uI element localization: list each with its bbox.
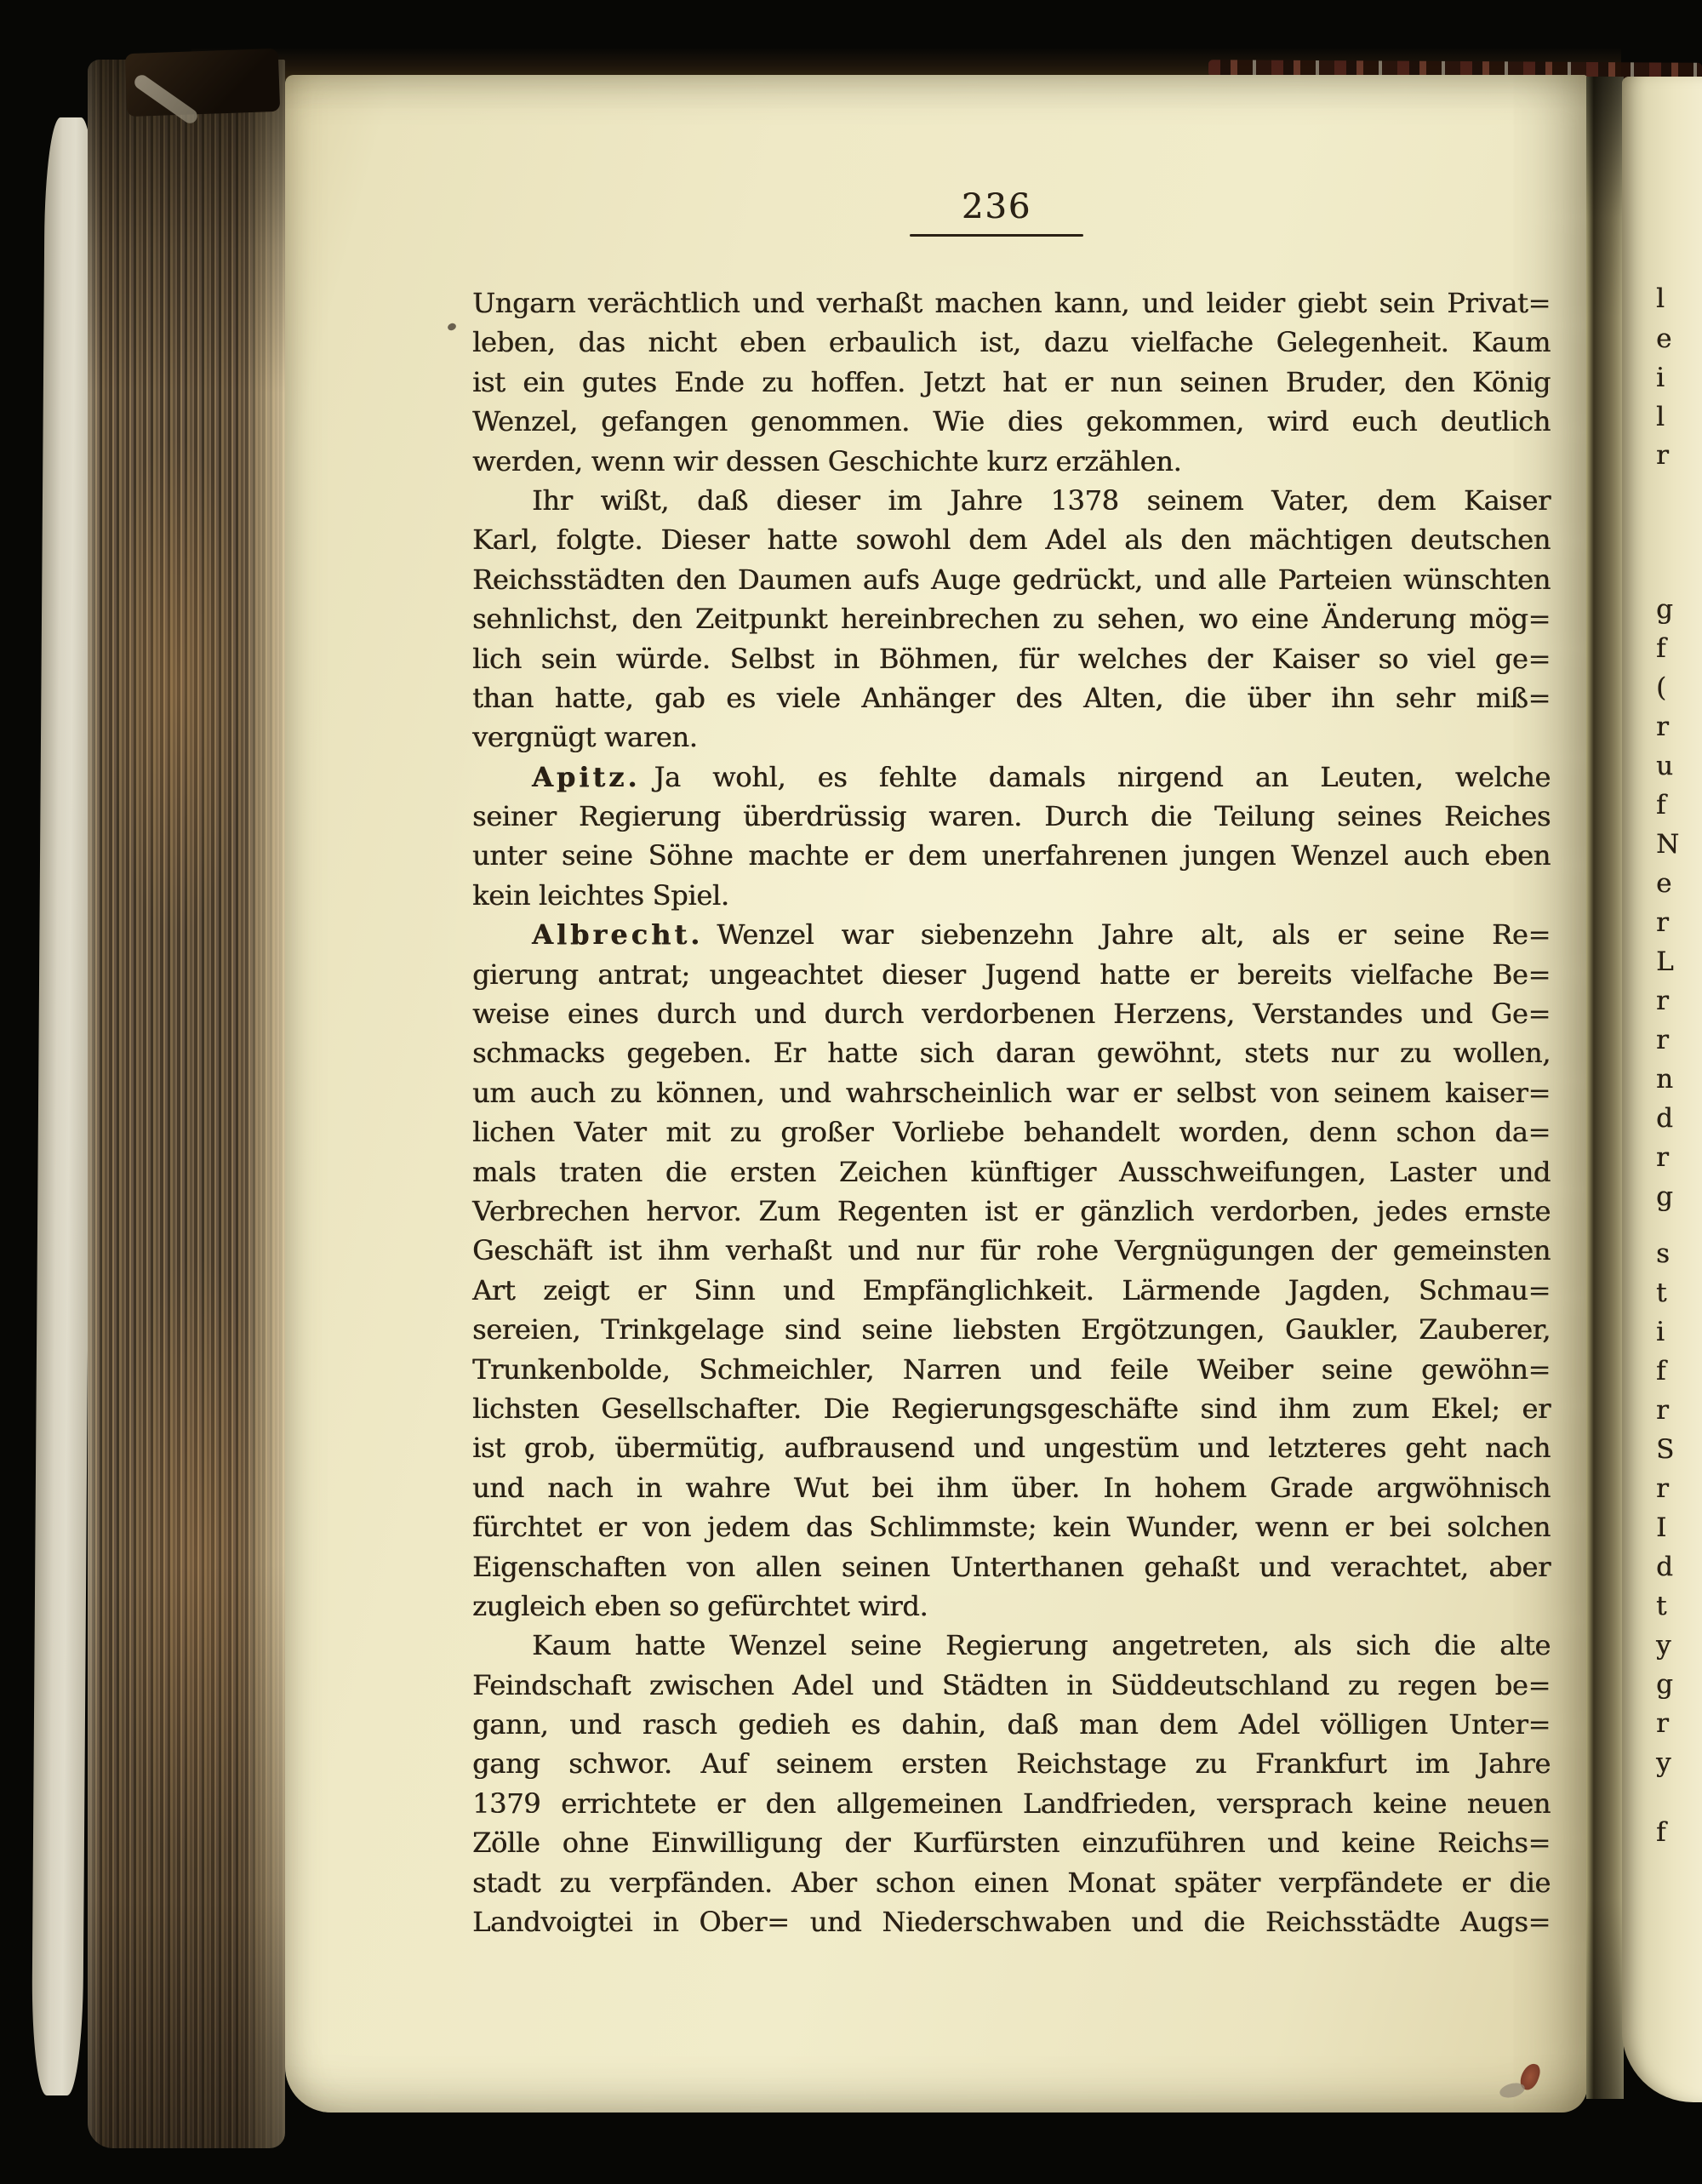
text-line: gang schwor. Auf seinem ersten Reichstage zu Frankfurt im Jahre xyxy=(472,1747,1551,1781)
text-line: ist ein gutes Ende zu hoffen. Jetzt hat er nun seinen Bruder, den König xyxy=(472,365,1551,398)
facing-page-text-fragment: I xyxy=(1656,1512,1667,1543)
facing-page-text-fragment: n xyxy=(1656,1064,1673,1095)
text-line: kein leichtes Spiel. xyxy=(472,878,729,912)
facing-page-sliver xyxy=(1622,77,1702,2102)
facing-page-text-fragment: y xyxy=(1656,1747,1671,1778)
text-line: Apitz. Ja wohl, es fehlte damals nirgend an Leuten, welche xyxy=(532,760,1551,793)
text-line: Wenzel, gefangen genommen. Wie dies gekommen, wird euch deutlich xyxy=(472,405,1551,438)
page-text xyxy=(472,283,1551,1941)
facing-page-text-fragment: f xyxy=(1656,633,1666,664)
page-number-rule xyxy=(910,234,1083,237)
speaker-name: Apitz. xyxy=(532,760,641,793)
facing-page-text-fragment: r xyxy=(1656,440,1669,471)
facing-page-text-fragment: e xyxy=(1656,868,1672,899)
facing-page-text-fragment: S xyxy=(1656,1434,1675,1465)
text-line: 1379 errichtete er den allgemeinen Landfrieden, versprach keine neuen xyxy=(472,1787,1551,1820)
text-line: Albrecht. Wenzel war siebenzehn Jahre alt, als er seine Re= xyxy=(532,918,1551,952)
text-line: Geschäft ist ihm verhaßt und nur für rohe Vergnügungen der gemeinsten xyxy=(472,1234,1551,1267)
facing-page-text-fragment: g xyxy=(1656,1669,1673,1700)
page-number: 236 xyxy=(961,187,1032,226)
facing-page-text-fragment: l xyxy=(1656,402,1665,432)
facing-page-text-fragment: d xyxy=(1656,1552,1673,1582)
under-page-edge xyxy=(31,117,96,2095)
facing-page-text-fragment: r xyxy=(1656,1142,1669,1173)
facing-page-text-fragment: f xyxy=(1656,1817,1666,1848)
text-line: Landvoigtei in Ober= und Niederschwaben und die Reichsstädte Augs= xyxy=(472,1906,1551,1939)
text-line: weise eines durch und durch verdorbenen Herzens, Verstandes und Ge= xyxy=(472,998,1551,1031)
text-line: Verbrechen hervor. Zum Regenten ist er gänzlich verdorben, jedes ernste xyxy=(472,1194,1551,1227)
text-line: lichen Vater mit zu großer Vorliebe behandelt worden, denn schon da= xyxy=(472,1116,1551,1149)
facing-page-text-fragment: u xyxy=(1656,751,1673,781)
text-line: lich sein würde. Selbst in Böhmen, für welches der Kaiser so viel ge= xyxy=(472,642,1551,675)
text-line: schmacks gegeben. Er hatte sich daran gewöhnt, stets nur zu wollen, xyxy=(472,1037,1551,1070)
text-line: Feindschaft zwischen Adel und Städten in Süddeutschland zu regen be= xyxy=(472,1668,1551,1701)
facing-page-text-fragment: t xyxy=(1656,1591,1667,1621)
facing-page-text-fragment: d xyxy=(1656,1103,1673,1134)
text-line: lichsten Gesellschafter. Die Regierungsgeschäfte sind ihm zum Ekel; er xyxy=(472,1392,1551,1425)
page-header xyxy=(877,187,1116,237)
text-line: stadt zu verpfänden. Aber schon einen Monat später verpfändete er die xyxy=(472,1866,1551,1899)
facing-page-text-fragment: N xyxy=(1656,829,1680,860)
speaker-name: Albrecht. xyxy=(532,918,704,952)
facing-page-text-fragment: r xyxy=(1656,907,1669,938)
facing-page-text-fragment: f xyxy=(1656,1356,1666,1386)
ink-speck xyxy=(447,322,457,331)
text-line: mals traten die ersten Zeichen künftiger Ausschweifungen, Laster und xyxy=(472,1155,1551,1188)
facing-page-text-fragment: r xyxy=(1656,712,1669,742)
facing-page-text-fragment: g xyxy=(1656,1181,1673,1212)
text-line: werden, wenn wir dessen Geschichte kurz erzählen. xyxy=(472,444,1182,477)
facing-page-text-fragment: g xyxy=(1656,594,1673,625)
book-page xyxy=(285,75,1587,2113)
text-line: leben, das nicht eben erbaulich ist, dazu vielfache Gelegenheit. Kaum xyxy=(472,326,1551,359)
text-line: Ungarn verächtlich und verhaßt machen kann, und leider giebt sein Privat= xyxy=(472,287,1551,319)
text-line: und nach in wahre Wut bei ihm über. In hohem Grade argwöhnisch xyxy=(472,1471,1551,1504)
text-line: sehnlichst, den Zeitpunkt hereinbrechen zu sehen, wo eine Änderung mög= xyxy=(472,603,1551,636)
facing-page-text-fragment: e xyxy=(1656,323,1672,354)
facing-page-text-fragment: i xyxy=(1656,1317,1665,1347)
facing-page-text-fragment: r xyxy=(1656,1708,1669,1739)
facing-page-text-fragment: i xyxy=(1656,363,1665,393)
text-line: unter seine Söhne machte er dem unerfahrenen jungen Wenzel auch eben xyxy=(472,839,1551,872)
text-line: gann, und rasch gedieh es dahin, daß man dem Adel völligen Unter= xyxy=(472,1708,1551,1741)
text-line: Eigenschaften von allen seinen Unterthanen gehaßt und verachtet, aber xyxy=(472,1550,1551,1583)
book-gutter xyxy=(1586,77,1624,2099)
text-line: than hatte, gab es viele Anhänger des Alten, die über ihn sehr miß= xyxy=(472,681,1551,714)
text-line: Art zeigt er Sinn und Empfänglichkeit. Lärmende Jagden, Schmau= xyxy=(472,1273,1551,1306)
facing-page-text-fragment: r xyxy=(1656,1395,1669,1426)
facing-page-text-fragment: t xyxy=(1656,1278,1667,1308)
facing-page-text-fragment: r xyxy=(1656,1473,1669,1504)
text-line: fürchtet er von jedem das Schlimmste; kein Wunder, wenn er bei solchen xyxy=(472,1511,1551,1544)
facing-page-text-fragment: y xyxy=(1656,1630,1671,1661)
text-line: Zölle ohne Einwilligung der Kurfürsten einzuführen und keine Reichs= xyxy=(472,1827,1551,1860)
text-line: Trunkenbolde, Schmeichler, Narren und feile Weiber seine gewöhn= xyxy=(472,1352,1551,1386)
facing-page-text-fragment: L xyxy=(1656,946,1674,977)
facing-page-text-fragment: ( xyxy=(1656,672,1667,703)
facing-page-text-fragment: r xyxy=(1656,1025,1669,1055)
book-fore-edge xyxy=(88,60,285,2148)
facing-page-text-fragment: f xyxy=(1656,790,1666,820)
text-line: um auch zu können, und wahrscheinlich war er selbst von seinem kaiser= xyxy=(472,1076,1551,1109)
text-line: Kaum hatte Wenzel seine Regierung angetreten, als sich die alte xyxy=(532,1629,1551,1662)
text-line: ist grob, übermütig, aufbrausend und ungestüm und letzteres geht nach xyxy=(472,1432,1551,1465)
text-line: Karl, folgte. Dieser hatte sowohl dem Adel als den mächtigen deutschen xyxy=(472,523,1551,557)
text-line: sereien, Trinkgelage sind seine liebsten Ergötzungen, Gaukler, Zauberer, xyxy=(472,1313,1551,1346)
text-line: seiner Regierung überdrüssig waren. Durch die Teilung seines Reiches xyxy=(472,800,1551,833)
text-line: gierung antrat; ungeachtet dieser Jugend hatte er bereits vielfache Be= xyxy=(472,958,1551,991)
facing-page-text-fragment: l xyxy=(1656,283,1665,314)
text-line: Ihr wißt, daß dieser im Jahre 1378 seinem Vater, dem Kaiser xyxy=(532,483,1551,517)
facing-page-text-fragment: r xyxy=(1656,986,1669,1016)
text-line: zugleich eben so gefürchtet wird. xyxy=(472,1589,928,1622)
text-line: vergnügt waren. xyxy=(472,721,698,754)
facing-page-text-fragment: s xyxy=(1656,1238,1670,1269)
text-line: Reichsstädten den Daumen aufs Auge gedrückt, und alle Parteien wünschten xyxy=(472,563,1551,596)
